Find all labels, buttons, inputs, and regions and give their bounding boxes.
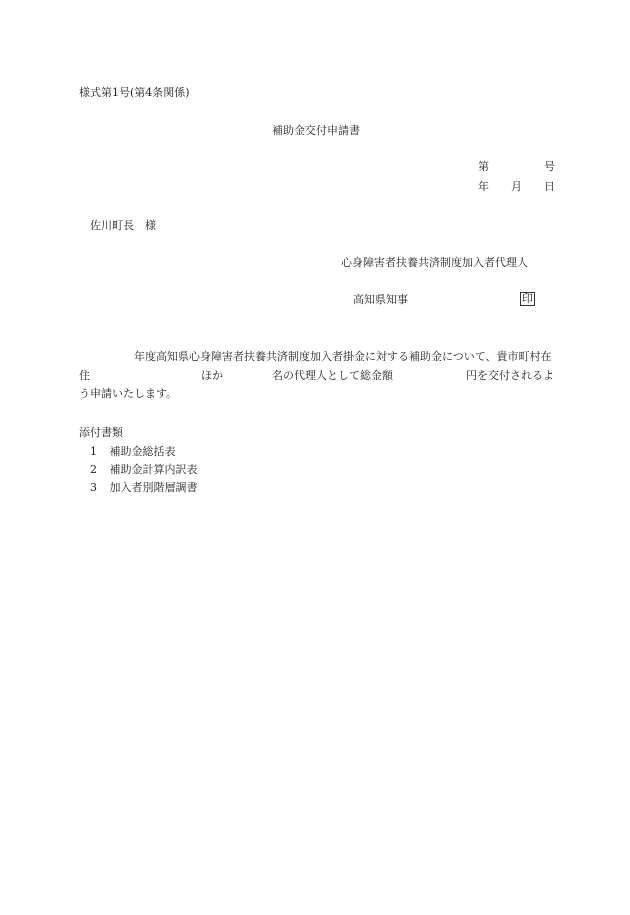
doc-number-suffix: 号 [544,160,555,173]
date-day: 日 [544,180,555,193]
date-month: 月 [511,180,522,193]
addressee: 佐川町長 様 [90,219,156,232]
applicant-title: 高知県知事 [353,293,408,306]
body-line-2-yen: 円を交付されるよ [466,369,554,382]
date-year: 年 [478,180,489,193]
applicant-role: 心身障害者扶養共済制度加入者代理人 [341,256,528,269]
attachment-number: 2 [90,463,97,476]
attachment-item [90,445,176,459]
attachment-number: 3 [90,481,97,494]
attachments-heading: 添付書類 [79,426,123,439]
seal-text: 印 [522,292,533,305]
attachment-number: 1 [90,445,97,458]
body-line-2-total: 名の代理人として総金額 [272,369,393,382]
body-line-3: う申請いたします。 [79,387,178,400]
attachment-label: 補助金総括表 [109,445,176,458]
attachment-label: 加入者別階層調書 [109,481,198,494]
body-line-2-others: ほか [201,369,223,382]
document-title: 補助金交付申請書 [272,124,360,137]
form-label: 様式第1号(第4条関係) [79,86,190,99]
seal-mark [520,292,535,306]
body-line-1: 年度高知県心身障害者扶養共済制度加入者掛金に対する補助金について、貴市町村在 [134,350,552,363]
attachment-item [90,481,198,495]
attachment-label: 補助金計算内訳表 [109,463,198,476]
body-line-2-reside: 住 [79,369,90,382]
doc-number-prefix: 第 [478,160,489,173]
attachment-item [90,463,198,477]
